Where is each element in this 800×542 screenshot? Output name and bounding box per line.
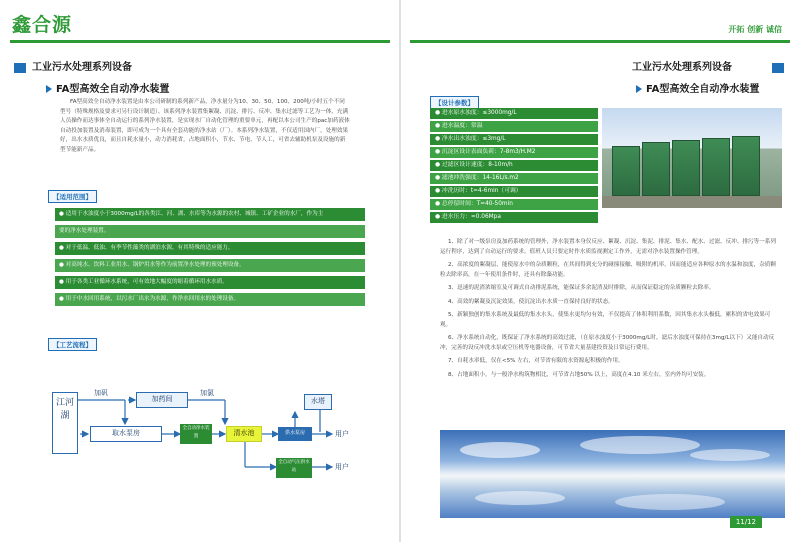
cloud-shape xyxy=(615,494,725,510)
param-text: 冲洗历时：t=4-6min（可调） xyxy=(441,188,522,194)
scope-item-text: 用于中水回用系统，以污水厂出水为水源，作净水回用水的处理设备。 xyxy=(65,296,240,302)
param-item: ● 滤池冲洗强度：14-16L/s.m2 xyxy=(430,173,598,184)
page-gutter xyxy=(399,0,401,542)
source-box: 江河湖 xyxy=(52,392,78,454)
param-item: ● 沉淀区设计表面负荷：7-8m3/H.M2 xyxy=(430,147,598,158)
scope-item xyxy=(55,208,365,221)
header-line-right xyxy=(410,40,790,43)
params-label: 【设计参数】 xyxy=(430,96,479,109)
bullet-icon: ● xyxy=(59,279,66,285)
params-list xyxy=(430,108,598,225)
series-title-right: 工业污水处理系列设备 xyxy=(632,62,732,73)
param-item: ● 净水出水浊度：≤3mg/L xyxy=(430,134,598,145)
triangle-icon xyxy=(46,85,52,93)
scope-item xyxy=(55,225,365,238)
header-bar xyxy=(0,0,800,38)
lake-photo xyxy=(440,430,785,518)
equipment-photo xyxy=(602,108,782,208)
header-line-left xyxy=(10,40,390,43)
tank-shape xyxy=(642,142,670,196)
brand-logo: 鑫合源 xyxy=(12,14,73,36)
param-text: 沉淀区设计表面负荷：7-8m3/H.M2 xyxy=(441,149,536,155)
scope-label: 【适用范围】 xyxy=(48,190,97,203)
param-item: ● 进水压力：≈0.06Mpa xyxy=(430,212,598,223)
bullet-icon: ● xyxy=(59,211,66,217)
param-item: ● 进水原水浊度：≤3000mg/L xyxy=(430,108,598,119)
param-text: 进水压力：≈0.06Mpa xyxy=(441,214,501,220)
product-title-text: FA型高效全自动净水装置 xyxy=(56,84,170,95)
triangle-icon xyxy=(636,85,642,93)
cloud-shape xyxy=(460,442,540,458)
bullet-icon: ● xyxy=(59,262,66,268)
scope-item-text: 用于各类工业循环水系统，可有效地大幅度的缩着循环用水水质。 xyxy=(65,279,228,285)
param-text: 总停留时间：T=40-50min xyxy=(441,201,513,207)
dosing-room-box: 加药间 xyxy=(136,392,188,408)
clear-pool-box: 清水池 xyxy=(226,426,262,442)
purifier-box: 全自动净水装置 xyxy=(180,424,212,444)
scope-item xyxy=(55,276,365,289)
dose-alum-label: 加矾 xyxy=(94,389,108,397)
feature-item: 6、净水系统自动化，既保证了净水系统的高效过滤，（在原水浊度小于3000mg/L时，滤后水浊度可保持在3mg/L以下）又能自动反冲，完善的设反冲洗水泵或空压机等电器设备，可节省大量基建投资及日常运行费用。 xyxy=(440,335,775,351)
param-item: ● 进水温度：常温 xyxy=(430,121,598,132)
param-text: 过滤区设计速度：8-10m/h xyxy=(441,162,513,168)
cloud-shape xyxy=(690,449,770,461)
scope-list xyxy=(55,208,365,310)
feature-item: 1、除了对一级泵房及加药系统的管理外，净水装置本身仅反应、絮凝、沉淀、集泥、排泥、集水、配水、过滤、反冲、排污等一系列运行程序，达到了自动运行的要求。值班人员只要定时作水质监视测定工作外，无需对净水装置操作管理。 xyxy=(440,239,776,255)
product-title-right xyxy=(636,80,759,95)
scope-item-text: 对高纯水、饮料工业用水、锅炉用水等作为前置净水处理的预处理设备。 xyxy=(65,262,245,268)
feature-item: 5、新颖独创的集水系统及最低的集水水头，使集水更均匀有效，不仅提高了体积利用系数，因其集水水头极低，累积的省电效果可观。 xyxy=(440,312,771,328)
scope-item xyxy=(55,293,365,306)
tank-shape xyxy=(702,138,730,196)
blue-tab-right xyxy=(772,63,784,73)
scope-item xyxy=(55,259,365,272)
blue-tab-left xyxy=(14,63,26,73)
intake-pump-box: 取水泵房 xyxy=(90,426,162,442)
tank-shape xyxy=(612,146,640,196)
scope-item-text: 适用于水浊度小于3000mg/L的各类江、河、湖、水库等为水源的农村、城镇、工矿企业的水厂，作为主 xyxy=(65,211,324,217)
param-item: ● 冲洗历时：t=4-6min（可调） xyxy=(430,186,598,197)
scope-item-text: 要的净水处理装置。 xyxy=(59,228,110,234)
param-item: ● 过滤区设计速度：8-10m/h xyxy=(430,160,598,171)
user-label-1: 用户 xyxy=(335,430,349,438)
param-item: ● 总停留时间：T=40-50min xyxy=(430,199,598,210)
param-text: 滤池冲洗强度：14-16L/s.m2 xyxy=(441,175,519,181)
scope-item-text: 对于低温、低浊、有季节性藻类的湖泊水源，有其特殊的适应能力。 xyxy=(65,245,234,251)
feature-item: 4、高效的絮凝及沉淀效果，使沉淀出水水质一直保持良好的状态。 xyxy=(448,298,614,305)
feature-item: 8、占地面积小，与一般净水构筑物相比，可节省占地50% 以上，高度在4.10 米左右，室内外均可安装。 xyxy=(448,371,710,378)
dose-chlorine-label: 加氯 xyxy=(200,389,214,397)
flow-label: 【工艺流程】 xyxy=(48,338,97,351)
water-tower-box: 水塔 xyxy=(304,394,332,410)
feature-item: 7、自耗水率低，仅在<5% 左右，对节省有限的水资源起积极的作用。 xyxy=(448,358,624,364)
product-title-text: FA型高效全自动净水装置 xyxy=(646,84,760,95)
param-text: 净水出水浊度：≤3mg/L xyxy=(441,136,506,142)
page-number: 11/12 xyxy=(730,516,762,528)
tank-shape xyxy=(732,136,760,196)
bullet-icon: ● xyxy=(59,245,66,251)
brand-slogan: 开拓 创新 诚信 xyxy=(728,25,782,34)
product-title-left xyxy=(46,80,169,95)
cloud-reflection xyxy=(440,430,785,518)
ground-shape xyxy=(602,196,782,208)
intro-paragraph: FA型高效全自动净水装置是由本公司研制的系列新产品，净水量分为10、30、50、100、200吨/小时五个不同型号（特殊规格及要求可另行设计制造）。该系列净水装置集絮凝、沉淀、排污、反冲、集水过滤等工艺为一体，充满人员操作而达事体全自动运行的系列净水装置，是实现水厂自动化管理的重要单元，再配以本公司生产的pac加药液体自动投加装置及消毒装置，即可成为一个具有全套功能的净水站（厂）。本系列净水装置，不仅适用国内厂，处理效果好，出水水质优良，而且自耗水量小，动力消耗省，占地面积小，节水、节电、节人工，可省去辅助机泵及设施的新型节能新产品。 xyxy=(60,99,350,153)
feature-item: 2、高浓度的絮凝层，能使原水中的杂质颗粒，在其间得到充分的碰撞接触、吸附的机率，因而能适应各种原水的水温和浊度，杂质颗粒去除率高，在一年使用条件时，还具有除藻功能。 xyxy=(440,262,776,278)
scope-item xyxy=(55,242,365,255)
wash-station-box: 全自动气压供水站 xyxy=(276,458,312,478)
cloud-shape xyxy=(475,491,565,505)
param-text: 进水原水浊度：≤3000mg/L xyxy=(441,110,517,116)
feature-item: 3、迅速的泥渣浓缩室及可调式自动排泥系统，能保证多余泥渣及时排除，从而保证稳定的杂质颗粒去除率。 xyxy=(448,285,715,291)
tank-shape xyxy=(672,140,700,196)
process-flow-diagram xyxy=(50,372,360,482)
param-text: 进水温度：常温 xyxy=(441,123,483,129)
bullet-icon: ● xyxy=(59,296,66,302)
user-label-2: 用户 xyxy=(335,463,349,471)
features-list xyxy=(440,238,780,384)
series-title-left: 工业污水处理系列设备 xyxy=(32,62,132,73)
cloud-shape xyxy=(580,436,700,454)
supply-pump-box: 供水泵房 xyxy=(278,427,312,441)
